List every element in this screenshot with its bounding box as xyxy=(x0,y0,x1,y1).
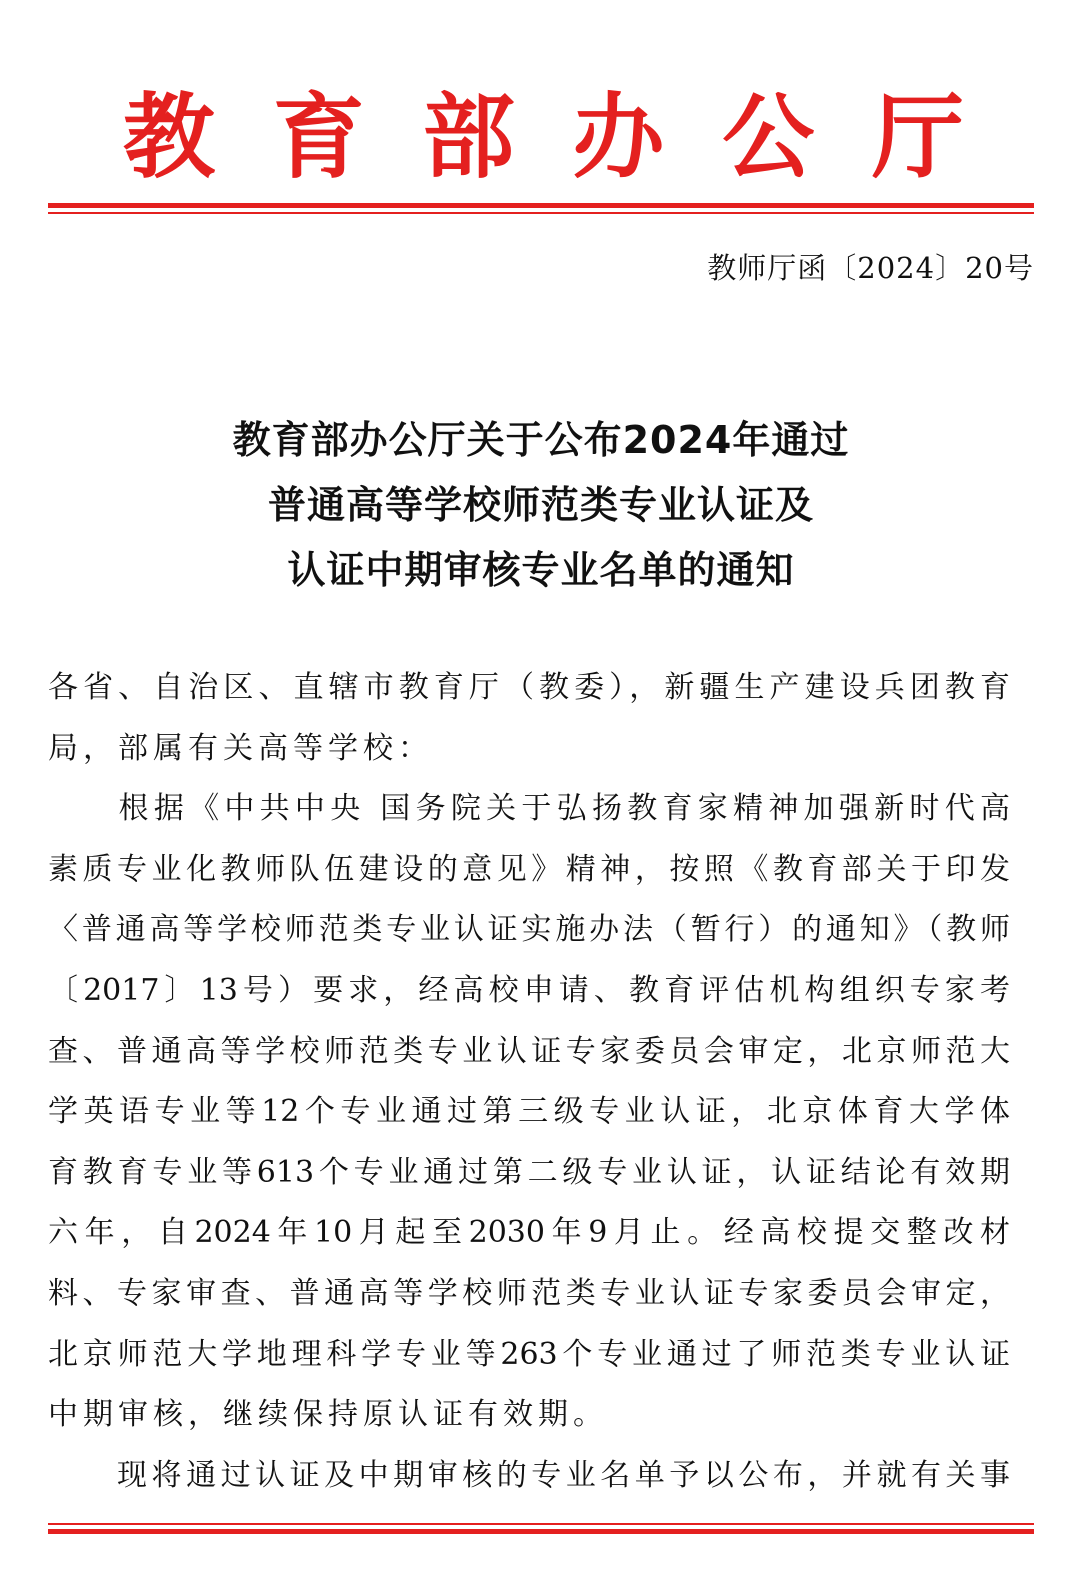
masthead-char: 部 xyxy=(422,83,515,191)
masthead-char: 厅 xyxy=(871,83,964,191)
body-line: 学英语专业等12个专业通过第三级专业认证，北京体育大学体 xyxy=(48,1094,1010,1130)
masthead-char: 办 xyxy=(572,83,665,191)
document-body xyxy=(48,658,1010,1506)
body-line: 根据《中共中央 国务院关于弘扬教育家精神加强新时代高 xyxy=(48,791,1010,827)
footer-divider-thick xyxy=(48,1529,1034,1534)
masthead-org-name xyxy=(48,82,1034,192)
body-line: 各省、自治区、直辖市教育厅（教委），新疆生产建设兵团教育 xyxy=(48,670,1010,705)
document-number: 教师厅函〔2024〕20号 xyxy=(707,251,1034,285)
title-line: 认证中期审核专业名单的通知 xyxy=(287,548,795,592)
masthead-char: 育 xyxy=(272,83,365,191)
body-line: 查、普通高等学校师范类专业认证专家委员会审定，北京师范大 xyxy=(48,1033,1010,1069)
title-line: 普通高等学校师范类专业认证及 xyxy=(267,483,814,527)
document-title xyxy=(48,408,1034,603)
body-line: 〔2017〕13号）要求，经高校申请、教育评估机构组织专家考 xyxy=(48,972,1010,1008)
title-line: 教育部办公厅关于公布2024年通过 xyxy=(232,418,850,462)
body-line: 料、专家审查、普通高等学校师范类专业认证专家委员会审定， xyxy=(48,1275,1010,1311)
header-divider-thick xyxy=(48,203,1034,208)
body-line: 育教育专业等613个专业通过第二级专业认证，认证结论有效期 xyxy=(48,1154,1010,1190)
body-line: 北京师范大学地理科学专业等263个专业通过了师范类专业认证 xyxy=(48,1336,1010,1372)
masthead-char: 公 xyxy=(722,83,815,191)
body-line: 素质专业化教师队伍建设的意见》精神，按照《教育部关于印发 xyxy=(48,851,1010,887)
body-line: 局，部属有关高等学校： xyxy=(48,730,433,766)
masthead-char: 教 xyxy=(123,83,216,191)
header-divider-thin xyxy=(48,212,1034,214)
body-line: 〈普通高等学校师范类专业认证实施办法（暂行）的通知》（教师 xyxy=(48,912,1010,948)
footer-divider-thin xyxy=(48,1523,1034,1525)
body-line: 中期审核，继续保持原认证有效期。 xyxy=(48,1397,608,1433)
body-line: 现将通过认证及中期审核的专业名单予以公布，并就有关事 xyxy=(48,1457,1010,1493)
body-line: 六年，自2024年10月起至2030年9月止。经高校提交整改材 xyxy=(48,1215,1010,1251)
